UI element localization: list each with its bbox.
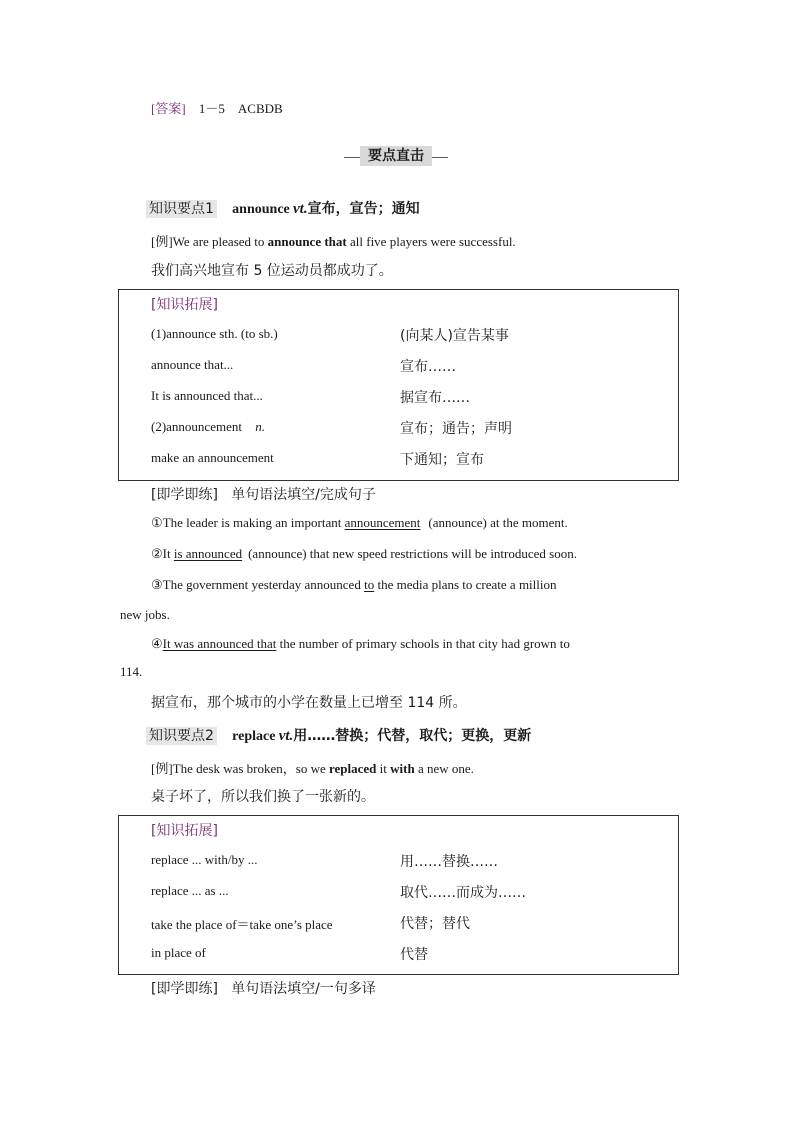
kp1-practice-heading — [151, 484, 376, 504]
kp2-practice-heading — [151, 978, 376, 998]
kp2-meaning: 用……替换；代替，取代；更换，更新 — [293, 728, 532, 744]
kp2-example-mid: it — [376, 761, 391, 776]
kp1-q4-answer: It was announced that — [162, 636, 277, 651]
kp1-example-post: all five players were successful. — [346, 234, 516, 249]
kp2-ext-en-3: in place of — [151, 945, 206, 960]
kp2-ext-en-2: take the place of＝take one’s place — [151, 917, 333, 932]
banner-title: 要点直击 — [360, 146, 432, 166]
kp2-ext-cn-1: 取代……而成为…… — [400, 885, 526, 901]
kp1-q2 — [151, 546, 577, 562]
kp1-q4 — [151, 636, 570, 652]
kp1-q3 — [151, 577, 557, 593]
kp1-ext-cn-1: 宣布…… — [400, 359, 456, 375]
kp1-q1-answer: announcement — [344, 515, 421, 530]
kp2-example-tag: [例] — [151, 761, 173, 776]
kp1-ext-en-3-word: (2)announcement — [151, 419, 242, 434]
kp1-ext-en-1: announce that... — [151, 357, 234, 372]
kp1-practice-tag: [即学即练] — [151, 487, 218, 503]
kp1-translation: 我们高兴地宣布 5 位运动员都成功了。 — [151, 263, 393, 279]
kp2-ext-cn-3: 代替 — [400, 947, 428, 963]
kp2-ext-cn-2: 代替；替代 — [400, 916, 470, 932]
kp2-ext-en-0: replace ... with/by ... — [151, 852, 258, 867]
kp1-q3-pre: ③The government yesterday announced — [151, 577, 365, 592]
kp1-pos: vt. — [293, 201, 308, 217]
kp1-q4-translation: 据宣布，那个城市的小学在数量上已增至 114 所。 — [151, 695, 467, 711]
kp1-ext-en-0: (1)announce sth. (to sb.) — [151, 326, 278, 341]
kp2-practice-tag: [即学即练] — [151, 981, 218, 997]
kp1-q1-post: (announce) at the moment. — [428, 515, 568, 530]
kp1-ext-en-4: make an announcement — [151, 450, 274, 465]
kp1-example-pre: We are pleased to — [172, 234, 268, 249]
kp2-practice-title: 单句语法填空/一句多译 — [231, 981, 376, 997]
kp1-q3-answer: to — [364, 577, 375, 592]
kp1-ext-en-2: It is announced that... — [151, 388, 263, 403]
kp2-ext-cn-0: 用……替换…… — [400, 854, 498, 870]
kp1-ext-en-3 — [151, 419, 265, 435]
kp2-example-bold1: replaced — [329, 761, 377, 776]
kp1-q2-answer: is announced — [173, 546, 243, 561]
kp1-ext-cn-4: 下通知；宣布 — [400, 452, 484, 468]
kp1-q4-post: the number of primary schools in that city had grown to — [276, 636, 570, 651]
kp2-translation: 桌子坏了，所以我们换了一张新的。 — [151, 789, 375, 805]
kp1-ext-tag: [知识拓展] — [151, 297, 218, 313]
kp1-q3-post: the media plans to create a million — [374, 577, 557, 592]
kp1-ext-cn-0: (向某人)宣告某事 — [400, 328, 509, 344]
kp1-tag: 知识要点1 — [146, 200, 217, 218]
kp1-q1-pre: ①The leader is making an important — [151, 515, 345, 530]
answer-text: 1－5 ACBDB — [198, 101, 283, 116]
kp1-ext-cn-3: 宣布；通告；声明 — [400, 421, 512, 437]
kp1-meaning: 宣布，宣告；通知 — [307, 201, 420, 217]
answer-line — [151, 98, 283, 117]
kp2-tag: 知识要点2 — [146, 727, 217, 745]
section-banner — [344, 146, 448, 168]
kp1-q2-pre: ②It — [151, 546, 174, 561]
kp2-example-post: a new one. — [414, 761, 474, 776]
kp1-example-tag: [例] — [151, 234, 173, 249]
kp1-q4-pre: ④ — [151, 636, 163, 651]
kp1-ext-en-3-pos: n. — [255, 419, 265, 434]
kp2-ext-en-1: replace ... as ... — [151, 883, 229, 898]
answer-tag: [答案] — [151, 101, 186, 116]
kp2-word: replace — [232, 729, 276, 744]
kp1-word: announce — [232, 202, 290, 217]
kp1-example — [151, 231, 516, 250]
kp1-ext-cn-2: 据宣布…… — [400, 390, 470, 406]
kp2-example-bold2: with — [390, 761, 415, 776]
kp2-example — [151, 758, 474, 777]
kp2-ext-tag: [知识拓展] — [151, 823, 218, 839]
kp1-practice-title: 单句语法填空/完成句子 — [231, 487, 376, 503]
kp1-example-bold: announce that — [267, 234, 347, 249]
kp2-heading — [146, 725, 531, 745]
kp1-q4-cont: 114. — [120, 664, 143, 679]
kp1-q1 — [151, 515, 568, 531]
kp1-q2-post: (announce) that new speed restrictions will be introduced soon. — [248, 546, 577, 561]
kp2-example-pre: The desk was broken，so we — [172, 761, 329, 776]
kp1-heading — [146, 198, 420, 218]
kp1-q3-cont: new jobs. — [120, 607, 170, 622]
kp2-pos: vt. — [278, 728, 294, 744]
